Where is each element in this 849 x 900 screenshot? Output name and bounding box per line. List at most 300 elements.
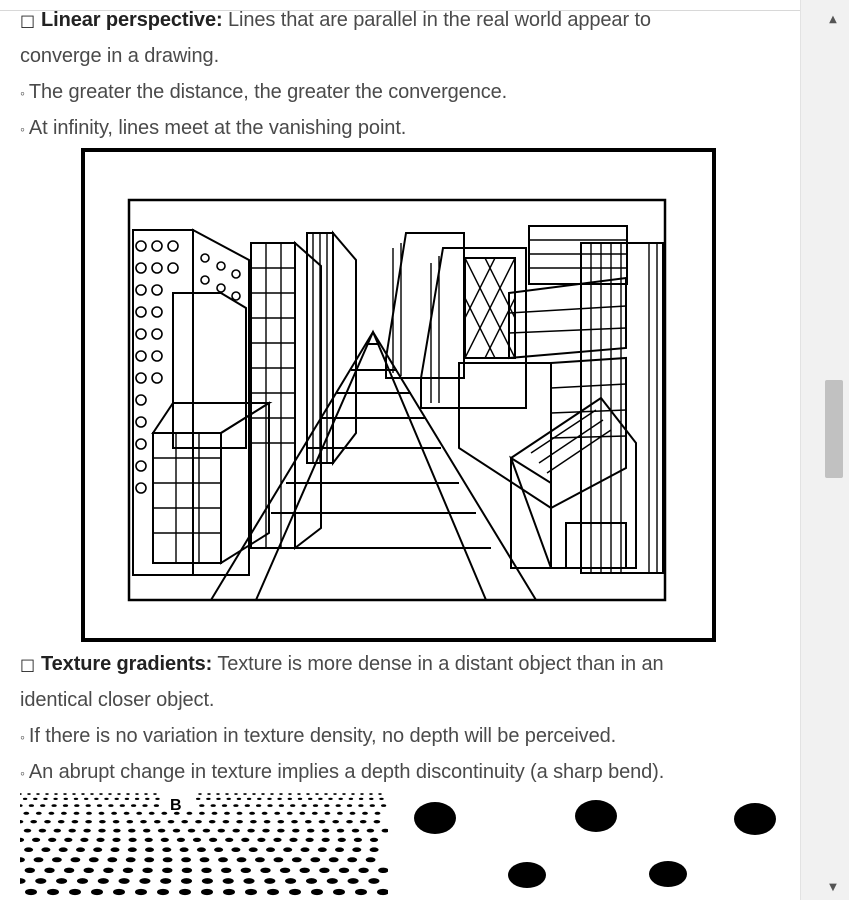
texture-dot (58, 820, 65, 823)
vertical-scrollbar[interactable] (800, 0, 849, 900)
texture-dot (267, 804, 272, 807)
texture-dot (98, 829, 105, 833)
texture-dot (84, 868, 94, 873)
texture-dot (225, 838, 233, 842)
texture-dot (337, 812, 343, 815)
texture-dot (250, 820, 257, 823)
texture-dot (113, 889, 125, 895)
texture-dot (207, 793, 211, 795)
linear-perspective-term: Linear perspective: (41, 9, 223, 31)
texture-dot (32, 838, 40, 842)
texture-dot (162, 868, 172, 873)
bullet-text: At infinity, lines meet at the vanishing point. (28, 117, 407, 139)
texture-dot (237, 857, 247, 862)
texture-dot (127, 820, 134, 823)
texture-dot (72, 793, 76, 795)
texture-dot (231, 847, 240, 852)
texture-dot (24, 847, 33, 852)
texture-dot (283, 847, 292, 852)
texture-dot (173, 829, 180, 833)
texture-dot (202, 878, 213, 884)
texture-dot (123, 868, 133, 873)
texture-dot (197, 847, 206, 852)
texture-dot (366, 857, 376, 862)
texture-dot (381, 804, 386, 807)
texture-dot (124, 812, 130, 815)
texture-dot (74, 798, 78, 800)
texture-dot (350, 812, 356, 815)
texture-dot (322, 829, 329, 833)
texture-dot (80, 838, 88, 842)
texture-dot (85, 820, 92, 823)
texture-dot (45, 793, 49, 795)
texture-dot (306, 838, 314, 842)
sub-bullet-icon: ◦ (20, 85, 25, 101)
texture-dot (35, 878, 46, 884)
texture-dot (352, 847, 361, 852)
texture-gradient-dense-illustration (20, 788, 388, 896)
texture-dot (44, 820, 51, 823)
texture-dot (193, 838, 201, 842)
texture-dot (279, 804, 284, 807)
texture-dot (252, 793, 256, 795)
texture-dot (47, 889, 59, 895)
texture-dot (63, 804, 68, 807)
texture-dot (273, 838, 281, 842)
sub-bullet-icon: ◦ (20, 765, 25, 781)
texture-dot (305, 820, 312, 823)
texture-dot (218, 829, 225, 833)
texture-dot (104, 798, 108, 800)
texture-dot (360, 793, 364, 795)
texture-dot (99, 793, 103, 795)
texture-dot (188, 829, 195, 833)
texture-dot (40, 804, 45, 807)
texture-dot (342, 793, 346, 795)
texture-dot (81, 793, 85, 795)
texture-dot (358, 804, 363, 807)
texture-dot (377, 889, 388, 895)
texture-dot (277, 798, 281, 800)
texture-dot (23, 812, 29, 815)
texture-dot (245, 804, 250, 807)
bullet-text: An abrupt change in texture implies a depth discontinuity (a sharp bend). (28, 761, 665, 783)
texture-dot (370, 804, 375, 807)
texture-dot (262, 812, 268, 815)
texture-dot (338, 838, 346, 842)
linear-perspective-illustration (81, 148, 716, 642)
texture-dot (107, 857, 117, 862)
texture-dot (319, 820, 326, 823)
texture-dot (180, 847, 189, 852)
texture-dot (318, 847, 327, 852)
texture-dot (187, 812, 193, 815)
texture-dot (306, 793, 310, 795)
texture-dot (206, 798, 210, 800)
texture-dot (89, 857, 99, 862)
texture-dot (135, 889, 147, 895)
texture-dot (125, 798, 129, 800)
texture-dot (352, 829, 359, 833)
texture-dot (218, 857, 228, 862)
texture-dot (288, 793, 292, 795)
texture-dot (103, 868, 113, 873)
texture-dot (131, 804, 136, 807)
texture-dot (307, 829, 314, 833)
texture-dot (274, 857, 284, 862)
texture-dot (27, 793, 31, 795)
linear-perspective-text-1: Lines that are parallel in the real world appear to (222, 9, 651, 31)
texture-dot (223, 820, 230, 823)
texture-dot (256, 804, 261, 807)
bullet-text: If there is no variation in texture density, no depth will be perceived. (28, 725, 617, 747)
texture-dot (126, 793, 130, 795)
texture-dot (300, 868, 310, 873)
texture-dot (113, 829, 120, 833)
texture-dot (335, 847, 344, 852)
texture-dot (34, 857, 44, 862)
texture-dot (54, 793, 58, 795)
texture-dot (149, 812, 155, 815)
bullet-box-icon: □ (20, 11, 36, 30)
texture-dot (135, 793, 139, 795)
texture-dot (64, 868, 74, 873)
texture-dot (181, 878, 192, 884)
texture-dot (54, 829, 61, 833)
texture-dot (145, 838, 153, 842)
texture-dot (292, 829, 299, 833)
texture-dot (209, 838, 217, 842)
texture-dot (319, 868, 329, 873)
texture-dot (270, 793, 274, 795)
texture-dot (64, 798, 68, 800)
texture-dot (301, 847, 310, 852)
texture-dot (225, 793, 229, 795)
texture-dot (135, 798, 139, 800)
texture-dot (30, 820, 37, 823)
texture-dot (126, 857, 136, 862)
texture-dot (274, 812, 280, 815)
texture-dot (84, 798, 88, 800)
texture-dot (24, 829, 31, 833)
texture-dot (267, 798, 271, 800)
texture-dot (260, 868, 270, 873)
texture-dot (312, 812, 318, 815)
texture-dot (346, 820, 353, 823)
texture-dot (327, 878, 338, 884)
texture-dot (77, 878, 88, 884)
texture-dot (93, 847, 102, 852)
texture-dot (285, 878, 296, 884)
texture-dot (333, 793, 337, 795)
texture-dot (145, 798, 149, 800)
texture-dot (129, 838, 137, 842)
texture-dot (61, 812, 67, 815)
texture-dot (163, 857, 173, 862)
texture-dot (39, 829, 46, 833)
texture-dot (168, 820, 175, 823)
texture-dot (142, 804, 147, 807)
texture-dot (325, 812, 331, 815)
texture-dot (36, 812, 42, 815)
texture-dot (367, 829, 374, 833)
texture-dot (379, 798, 383, 800)
texture-dot (243, 878, 254, 884)
texture-dot (74, 812, 80, 815)
texture-dot (347, 857, 357, 862)
texture-dot (181, 857, 191, 862)
texture-dot (86, 804, 91, 807)
texture-dot (233, 804, 238, 807)
texture-dot (136, 812, 142, 815)
bullet-box-icon: □ (20, 655, 36, 674)
texture-dot (90, 793, 94, 795)
texture-dot (216, 793, 220, 795)
texture-dot (337, 829, 344, 833)
texture-dot (36, 793, 40, 795)
texture-dot (120, 804, 125, 807)
texture-dot (227, 798, 231, 800)
texture-dot (160, 878, 171, 884)
texture-dot (33, 798, 37, 800)
texture-dot (72, 820, 79, 823)
texture-dot (29, 804, 34, 807)
texture-dot (298, 798, 302, 800)
texture-dot (292, 857, 302, 862)
texture-dot (243, 793, 247, 795)
texture-dot (247, 829, 254, 833)
texture-dot (52, 804, 57, 807)
texture-dot (264, 820, 271, 823)
linear-perspective-bullet-2 (20, 114, 406, 143)
texture-dot (308, 798, 312, 800)
texture-dot (339, 798, 343, 800)
texture-dot (266, 847, 275, 852)
texture-dot (71, 857, 81, 862)
texture-dot (299, 812, 305, 815)
texture-dot (199, 804, 204, 807)
texture-dot (128, 829, 135, 833)
texture-dot (297, 793, 301, 795)
texture-dot (97, 804, 102, 807)
texture-dot (20, 878, 26, 884)
texture-dot (277, 829, 284, 833)
texture-dot (237, 798, 241, 800)
texture-dot (289, 889, 301, 895)
texture-dot (349, 798, 353, 800)
texture-dot (280, 868, 290, 873)
texture-dot (233, 829, 240, 833)
texture-dot (209, 820, 216, 823)
texture-dot (289, 838, 297, 842)
texture-dot (333, 889, 345, 895)
texture-dot (128, 847, 137, 852)
texture-dot (20, 857, 25, 862)
texture-gradient-sparse-illustration (405, 788, 785, 896)
texture-dot (223, 878, 234, 884)
texture-dot (249, 847, 258, 852)
texture-dot (76, 847, 85, 852)
texture-dot (143, 829, 150, 833)
texture-dot (264, 878, 275, 884)
texture-dot (290, 804, 295, 807)
texture-dot (113, 820, 120, 823)
texture-dot (157, 889, 169, 895)
texture-dot (222, 804, 227, 807)
texture-dot (91, 889, 103, 895)
texture-dot (63, 793, 67, 795)
texture-dot (112, 838, 120, 842)
texture-dot (255, 857, 265, 862)
texture-gradients-term: Texture gradients: (41, 653, 213, 675)
texture-dot (249, 812, 255, 815)
texture-dot (154, 820, 161, 823)
sub-bullet-icon: ◦ (20, 729, 25, 745)
bullet-text: The greater the distance, the greater the convergence. (28, 81, 508, 103)
texture-dot (257, 838, 265, 842)
texture-dot (155, 798, 159, 800)
texture-dot (359, 798, 363, 800)
linear-perspective-text-2: converge in a drawing. (20, 45, 220, 67)
texture-dot (117, 793, 121, 795)
texture-dot (25, 889, 37, 895)
texture-dot (196, 798, 200, 800)
texture-dot (154, 804, 159, 807)
texture-gradients-line-1 (20, 650, 664, 679)
texture-dot (41, 847, 50, 852)
texture-dot (313, 804, 318, 807)
texture-dot (291, 820, 298, 823)
texture-dot (96, 838, 104, 842)
texture-dot (49, 812, 55, 815)
texture-dot (247, 798, 251, 800)
texture-dot (201, 868, 211, 873)
scroll-down-arrow-icon[interactable]: ▼ (829, 882, 837, 893)
texture-dot (158, 829, 165, 833)
texture-dot (369, 798, 373, 800)
texture-dot (201, 889, 213, 895)
texture-dot (43, 798, 47, 800)
texture-dot (354, 838, 362, 842)
scroll-up-arrow-icon[interactable]: ▲ (829, 14, 837, 25)
texture-dot (355, 889, 367, 895)
texture-dot (111, 812, 117, 815)
texture-dot (161, 838, 169, 842)
texture-dot (111, 847, 120, 852)
texture-dot (203, 829, 210, 833)
texture-dot (315, 793, 319, 795)
texture-dot (94, 798, 98, 800)
texture-dot (20, 820, 23, 823)
texture-dot (261, 793, 265, 795)
texture-dot (358, 868, 368, 873)
texture-dot (108, 793, 112, 795)
texture-dot (99, 820, 106, 823)
texture-dot (198, 793, 202, 795)
texture-dot (351, 793, 355, 795)
texture-dot (221, 868, 231, 873)
texture-dot (142, 868, 152, 873)
texture-dot (145, 847, 154, 852)
texture-dot (378, 868, 388, 873)
texture-dot (139, 878, 150, 884)
texture-dot (99, 812, 105, 815)
texture-dot (237, 812, 243, 815)
texture-dot (216, 798, 220, 800)
texture-gradients-text-1: Texture is more dense in a distant object than in an (212, 653, 664, 675)
texture-dot (98, 878, 109, 884)
texture-dot (214, 847, 223, 852)
texture-dot (288, 798, 292, 800)
texture-dot (161, 812, 167, 815)
texture-dot (302, 804, 307, 807)
texture-dot (278, 820, 285, 823)
texture-dot (25, 868, 35, 873)
texture-dot (241, 868, 251, 873)
texture-dot (336, 804, 341, 807)
texture-dot (368, 878, 379, 884)
texture-dot (369, 793, 373, 795)
texture-dot (200, 857, 210, 862)
texture-dot (56, 878, 67, 884)
texture-dot (374, 820, 381, 823)
linear-perspective-bullet-1 (20, 78, 507, 107)
texture-dot (179, 889, 191, 895)
texture-dot (347, 804, 352, 807)
sub-bullet-icon: ◦ (20, 121, 25, 137)
texture-dot (262, 829, 269, 833)
texture-dot (322, 838, 330, 842)
texture-dot (119, 878, 130, 884)
texture-dot (211, 804, 216, 807)
texture-dot (115, 798, 119, 800)
texture-dot (140, 820, 147, 823)
texture-dot (324, 793, 328, 795)
texture-dot (69, 889, 81, 895)
texture-dot (378, 793, 382, 795)
texture-dot (241, 838, 249, 842)
texture-dot (44, 868, 54, 873)
texture-dot (245, 889, 257, 895)
texture-dot (223, 889, 235, 895)
texture-dot (348, 878, 359, 884)
texture-dot (339, 868, 349, 873)
texture-dot (20, 804, 23, 807)
texture-dot (144, 857, 154, 862)
texture-gradients-bullet-1 (20, 722, 616, 751)
texture-dot (332, 820, 339, 823)
texture-dot (329, 857, 339, 862)
texture-gradients-line-2 (20, 686, 214, 714)
texture-dot (212, 812, 218, 815)
texture-dot (23, 798, 27, 800)
texture-dot (20, 838, 24, 842)
texture-dot (234, 793, 238, 795)
texture-dot (74, 804, 79, 807)
texture-gradients-text-2: identical closer object. (20, 689, 215, 711)
scrollbar-thumb[interactable] (825, 380, 843, 478)
texture-dot (257, 798, 261, 800)
texture-dot (83, 829, 90, 833)
texture-dot (310, 857, 320, 862)
texture-dot (360, 820, 367, 823)
texture-dot (48, 838, 56, 842)
texture-dot (162, 847, 171, 852)
texture-dot (177, 838, 185, 842)
texture-dot (144, 793, 148, 795)
texture-dot (287, 812, 293, 815)
texture-figure-label: B (170, 797, 182, 814)
